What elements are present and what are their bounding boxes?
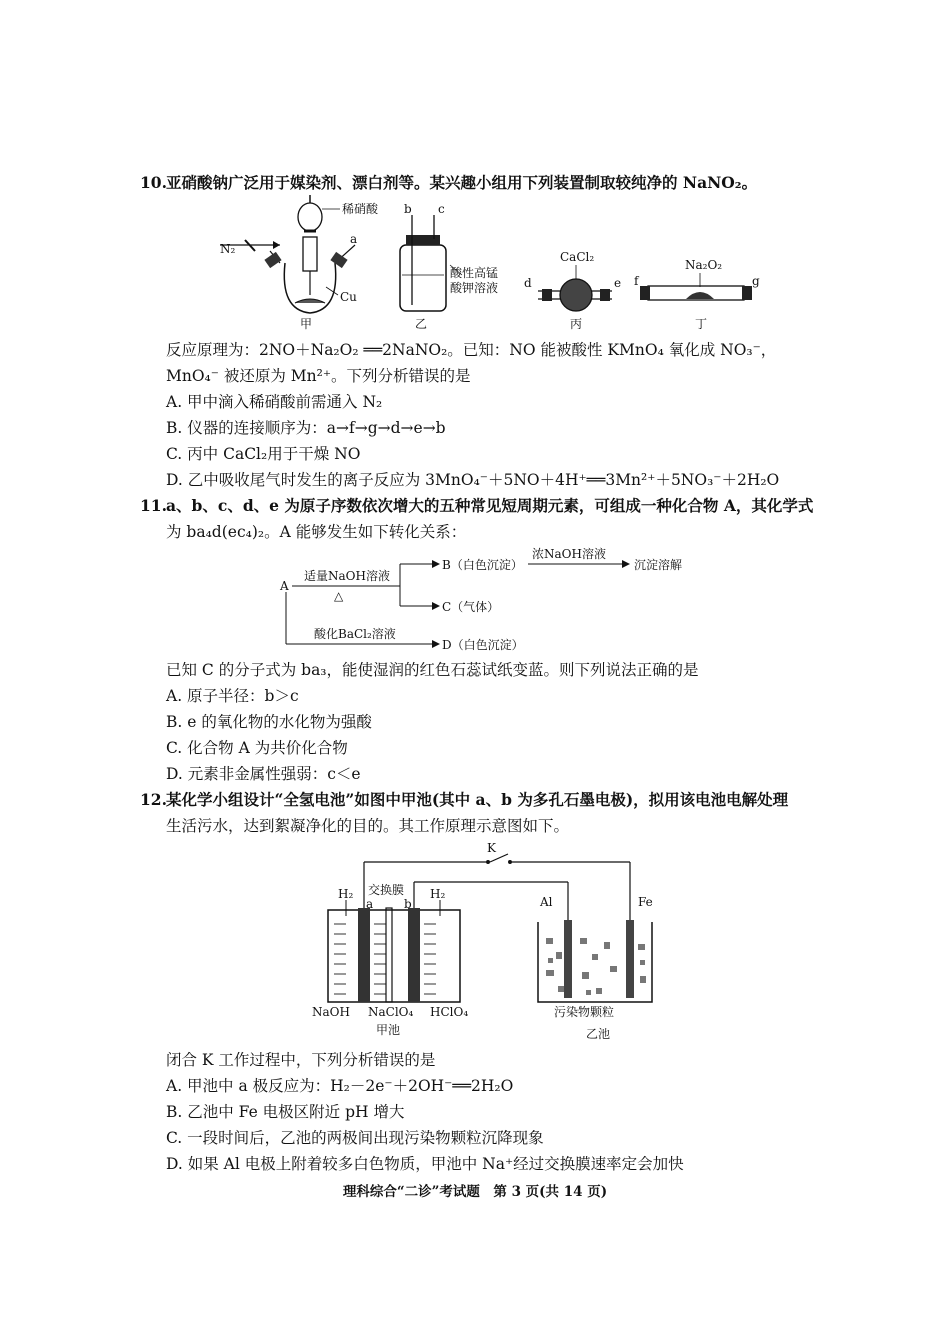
electrode-a [358, 908, 370, 1002]
q12-option-b: B. 乙池中 Fe 电极区附近 pH 增大 [166, 1103, 405, 1121]
flask-jia [220, 195, 358, 313]
label-hclo4: HClO₄ [430, 1005, 469, 1019]
label-g: g [752, 274, 760, 288]
label-jia: 甲 [300, 317, 313, 331]
flow-node-b: B（白色沉淀） [442, 558, 523, 572]
label-cell-yi: 乙池 [586, 1027, 611, 1041]
label-dilute-nitric-acid: 稀硝酸 [342, 202, 379, 216]
q11-stem-line3: 已知 C 的分子式为 ba₃，能使湿润的红色石蕊试纸变蓝。则下列说法正确的是 [166, 661, 699, 679]
q12-stem-line2: 生活污水，达到絮凝净化的目的。其工作原理示意图如下。 [166, 817, 570, 835]
q11-flow-diagram [270, 544, 730, 656]
label-k: K [487, 841, 496, 855]
label-electrode-b: b [404, 897, 412, 911]
label-n2: N₂ [220, 242, 236, 256]
label-kmno4-line1: 酸性高锰 [450, 266, 499, 280]
label-h2-right: H₂ [430, 887, 446, 901]
flow-label-naoh: 适量NaOH溶液 [304, 569, 390, 583]
electrode-b [408, 908, 420, 1002]
q10-stem-line3: MnO₄⁻ 被还原为 Mn²⁺。下列分析错误的是 [166, 367, 471, 385]
switch-k [490, 854, 508, 862]
label-exchange-membrane: 交换膜 [368, 883, 405, 897]
label-kmno4-line2: 酸钾溶液 [450, 281, 499, 295]
cell-yi-container [538, 922, 652, 1002]
flow-label-heat: △ [334, 589, 344, 603]
q11-option-d: D. 元素非金属性强弱：c＜e [166, 765, 361, 783]
q11-number: 11. [140, 496, 167, 515]
flow-node-dissolve: 沉淀溶解 [634, 558, 683, 572]
label-al: Al [540, 895, 553, 909]
q10-number: 10. [140, 173, 167, 192]
flow-node-c: C（气体） [442, 600, 500, 614]
q10-option-b: B. 仪器的连接顺序为：a→f→g→d→e→b [166, 419, 446, 437]
label-b: b [404, 202, 412, 216]
q10-apparatus-figure [200, 195, 780, 335]
label-f: f [634, 274, 639, 288]
flow-node-d: D（白色沉淀） [442, 638, 524, 652]
q12-stem-line3: 闭合 K 工作过程中，下列分析错误的是 [166, 1051, 436, 1069]
label-cu: Cu [340, 290, 357, 304]
q11-stem-line1: a、b、c、d、e 为原子序数依次增大的五种常见短周期元素，可组成一种化合物 A，其化学式 [166, 496, 814, 515]
cell-jia-electrolyte [334, 924, 436, 994]
q11-stem-line2: 为 ba₄d(ec₄)₂。A 能够发生如下转化关系： [166, 523, 467, 541]
label-ding: 丁 [695, 317, 708, 331]
exchange-membrane [386, 908, 392, 1002]
q12-option-d: D. 如果 Al 电极上附着较多白色物质，甲池中 Na⁺经过交换膜速率定会加快 [166, 1155, 684, 1173]
electrode-fe [626, 920, 634, 998]
label-fe: Fe [638, 895, 653, 909]
label-d: d [524, 276, 532, 290]
q11-option-c: C. 化合物 A 为共价化合物 [166, 739, 348, 757]
label-a: a [350, 232, 358, 246]
q11-option-a: A. 原子半径：b＞c [166, 687, 299, 705]
label-cell-jia: 甲池 [376, 1023, 401, 1037]
label-naclo4: NaClO₄ [368, 1005, 414, 1019]
label-electrode-a: a [366, 897, 374, 911]
label-yi: 乙 [415, 317, 428, 331]
flow-label-bacl2: 酸化BaCl₂溶液 [314, 627, 396, 641]
electrode-al [564, 920, 572, 998]
q10-option-a: A. 甲中滴入稀硝酸前需通入 N₂ [166, 393, 383, 411]
label-na2o2: Na₂O₂ [685, 258, 723, 272]
q10-option-c: C. 丙中 CaCl₂用于干燥 NO [166, 445, 361, 463]
q11-option-b: B. e 的氧化物的水化物为强酸 [166, 713, 372, 731]
drying-tube-bing [538, 265, 612, 311]
page-footer: 理科综合“二诊”考试题 第 3 页(共 14 页) [342, 1184, 608, 1200]
flow-label-conc-naoh: 浓NaOH溶液 [532, 547, 606, 561]
q10-stem-line2: 反应原理为：2NO＋Na₂O₂ ══2NaNO₂。已知：NO 能被酸性 KMnO₄ 氧化成 NO₃⁻， [166, 341, 777, 359]
label-particles: 污染物颗粒 [554, 1005, 615, 1019]
q12-stem-line1: 某化学小组设计“全氢电池”如图中甲池(其中 a、b 为多孔石墨电极)，拟用该电池电解处理 [166, 790, 789, 809]
label-cacl2: CaCl₂ [560, 250, 595, 264]
q12-option-a: A. 甲池中 a 极反应为：H₂－2e⁻＋2OH⁻══2H₂O [166, 1077, 514, 1095]
q10-stem-line1: 亚硝酸钠广泛用于媒染剂、漂白剂等。某兴趣小组用下列装置制取较纯净的 NaNO₂。 [166, 173, 758, 192]
label-naoh: NaOH [312, 1005, 350, 1019]
bottle-yi [400, 215, 462, 311]
q12-option-c: C. 一段时间后，乙池的两极间出现污染物颗粒沉降现象 [166, 1129, 544, 1147]
q12-cell-diagram [300, 840, 680, 1045]
label-c: c [438, 202, 445, 216]
label-h2-left: H₂ [338, 887, 354, 901]
label-e: e [614, 276, 622, 290]
q10-option-d: D. 乙中吸收尾气时发生的离子反应为 3MnO₄⁻＋5NO＋4H⁺══3Mn²⁺＋5NO₃⁻＋2H₂O [166, 471, 780, 489]
label-bing: 丙 [570, 317, 583, 331]
cell-jia-container [328, 910, 460, 1002]
flow-node-a: A [280, 579, 289, 593]
tube-ding [640, 273, 752, 300]
q12-number: 12. [140, 790, 167, 809]
